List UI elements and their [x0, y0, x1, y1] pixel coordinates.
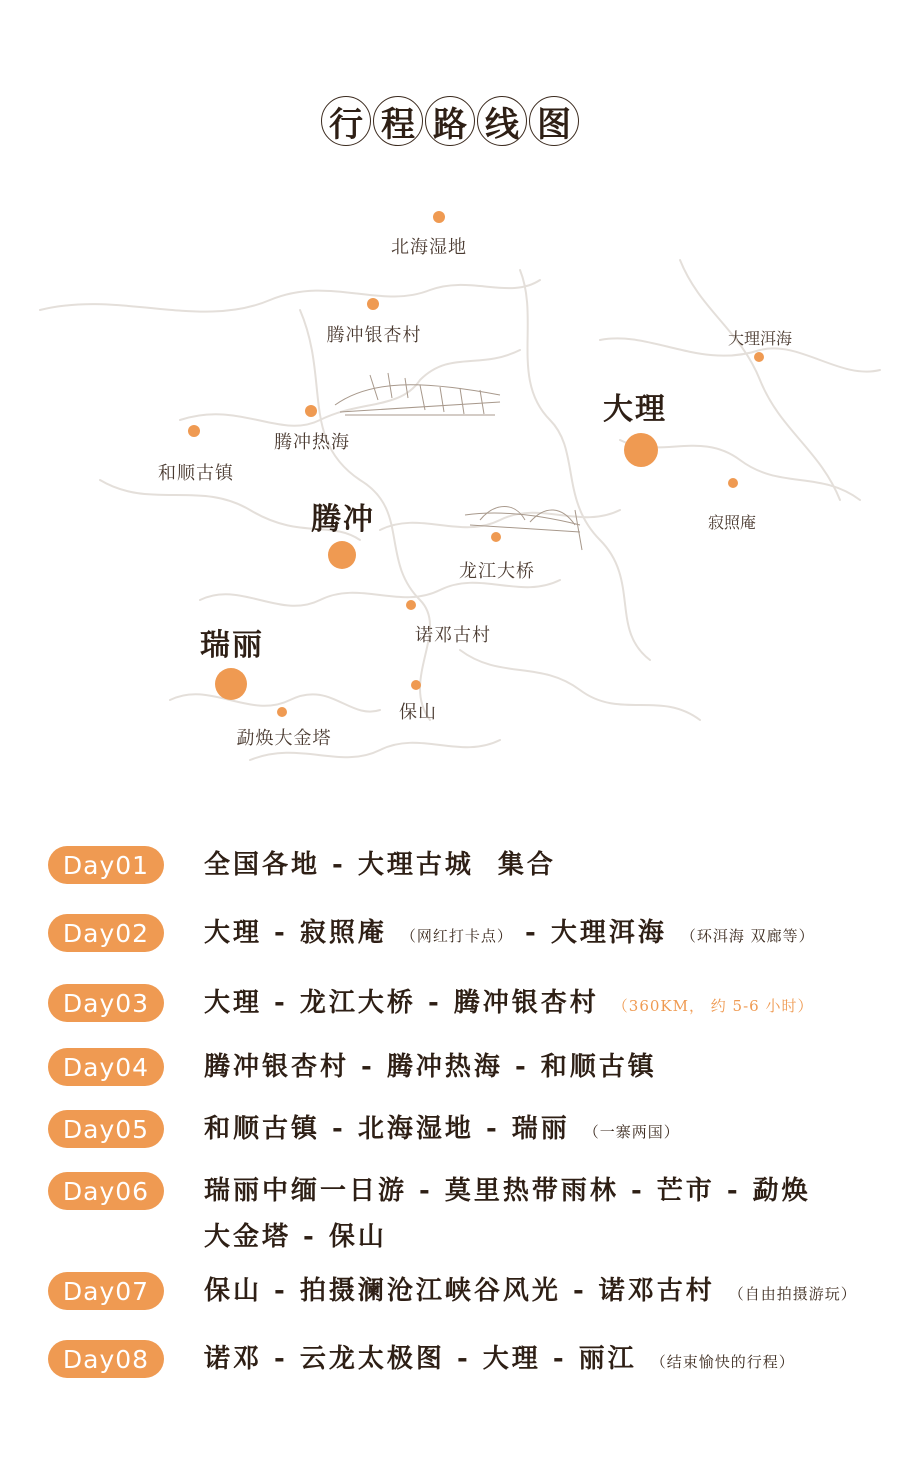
place-label-baoshan: 保山 [399, 702, 437, 723]
marker-beihai [433, 211, 445, 223]
day-route: 保山 - 拍摄澜沧江峡谷风光 - 诺邓古村 （自由拍摄游玩） [204, 1276, 857, 1306]
itinerary-day-04 [48, 1048, 900, 1090]
place-label-dali: 大理 [603, 392, 667, 427]
marker-nuodeng [406, 600, 416, 610]
itinerary-day-03 [48, 984, 900, 1029]
day-badge: Day03 [48, 984, 164, 1022]
day-route: 诺邓 - 云龙太极图 - 大理 - 丽江 （结束愉快的行程） [204, 1344, 795, 1374]
itinerary-day-02 [48, 914, 900, 959]
day-route: 腾冲银杏村 - 腾冲热海 - 和顺古镇 [204, 1052, 657, 1082]
day-badge: Day05 [48, 1110, 164, 1148]
marker-tengchong [328, 541, 356, 569]
marker-baoshan [411, 680, 421, 690]
day-badge: Day04 [48, 1048, 164, 1086]
itinerary-day-05 [48, 1110, 900, 1155]
day-route: 大理 - 寂照庵 （网红打卡点） - 大理洱海 （环洱海 双廊等） [204, 918, 815, 948]
day-badge: Day08 [48, 1340, 164, 1378]
day-badge: Day02 [48, 914, 164, 952]
place-label-mengjin: 勐焕大金塔 [236, 728, 332, 749]
marker-dali [624, 433, 658, 467]
place-label-heshun: 和顺古镇 [158, 463, 234, 484]
marker-mengjin [277, 707, 287, 717]
itinerary-day-06 [48, 1172, 900, 1260]
place-label-nuodeng: 诺邓古村 [415, 625, 491, 646]
place-label-tengchong: 腾冲 [311, 502, 375, 537]
place-label-ruili: 瑞丽 [200, 628, 264, 663]
day-route: 和顺古镇 - 北海湿地 - 瑞丽 （一寨两国） [204, 1114, 680, 1144]
day-badge: Day01 [48, 846, 164, 884]
title-char: 行 [321, 96, 371, 146]
title-char: 图 [529, 96, 579, 146]
day-badge: Day06 [48, 1172, 164, 1210]
day-route: 全国各地 - 大理古城 集合 [204, 850, 556, 880]
place-label-rehai: 腾冲热海 [274, 432, 350, 453]
marker-yinxing [367, 298, 379, 310]
marker-jizhao [728, 478, 738, 488]
marker-longjiang [491, 532, 501, 542]
day-route: 大理 - 龙江大桥 - 腾冲银杏村 （360KM， 约 5-6 小时） [204, 988, 814, 1018]
title-char: 线 [477, 96, 527, 146]
marker-erhai [754, 352, 764, 362]
day-badge: Day07 [48, 1272, 164, 1310]
place-label-yinxing: 腾冲银杏村 [326, 325, 422, 346]
place-label-jizhao: 寂照庵 [707, 513, 757, 532]
itinerary-day-01 [48, 846, 900, 888]
place-label-erhai: 大理洱海 [727, 329, 793, 348]
day-route: 瑞丽中缅一日游 - 莫里热带雨林 - 芒市 - 勐焕 大金塔 - 保山 [204, 1176, 811, 1252]
marker-rehai [305, 405, 317, 417]
title-char: 路 [425, 96, 475, 146]
marker-ruili [215, 668, 247, 700]
title-char: 程 [373, 96, 423, 146]
marker-heshun [188, 425, 200, 437]
place-label-beihai: 北海湿地 [391, 237, 467, 258]
place-label-longjiang: 龙江大桥 [459, 561, 535, 582]
itinerary-day-07 [48, 1272, 900, 1317]
itinerary-day-08 [48, 1340, 900, 1385]
